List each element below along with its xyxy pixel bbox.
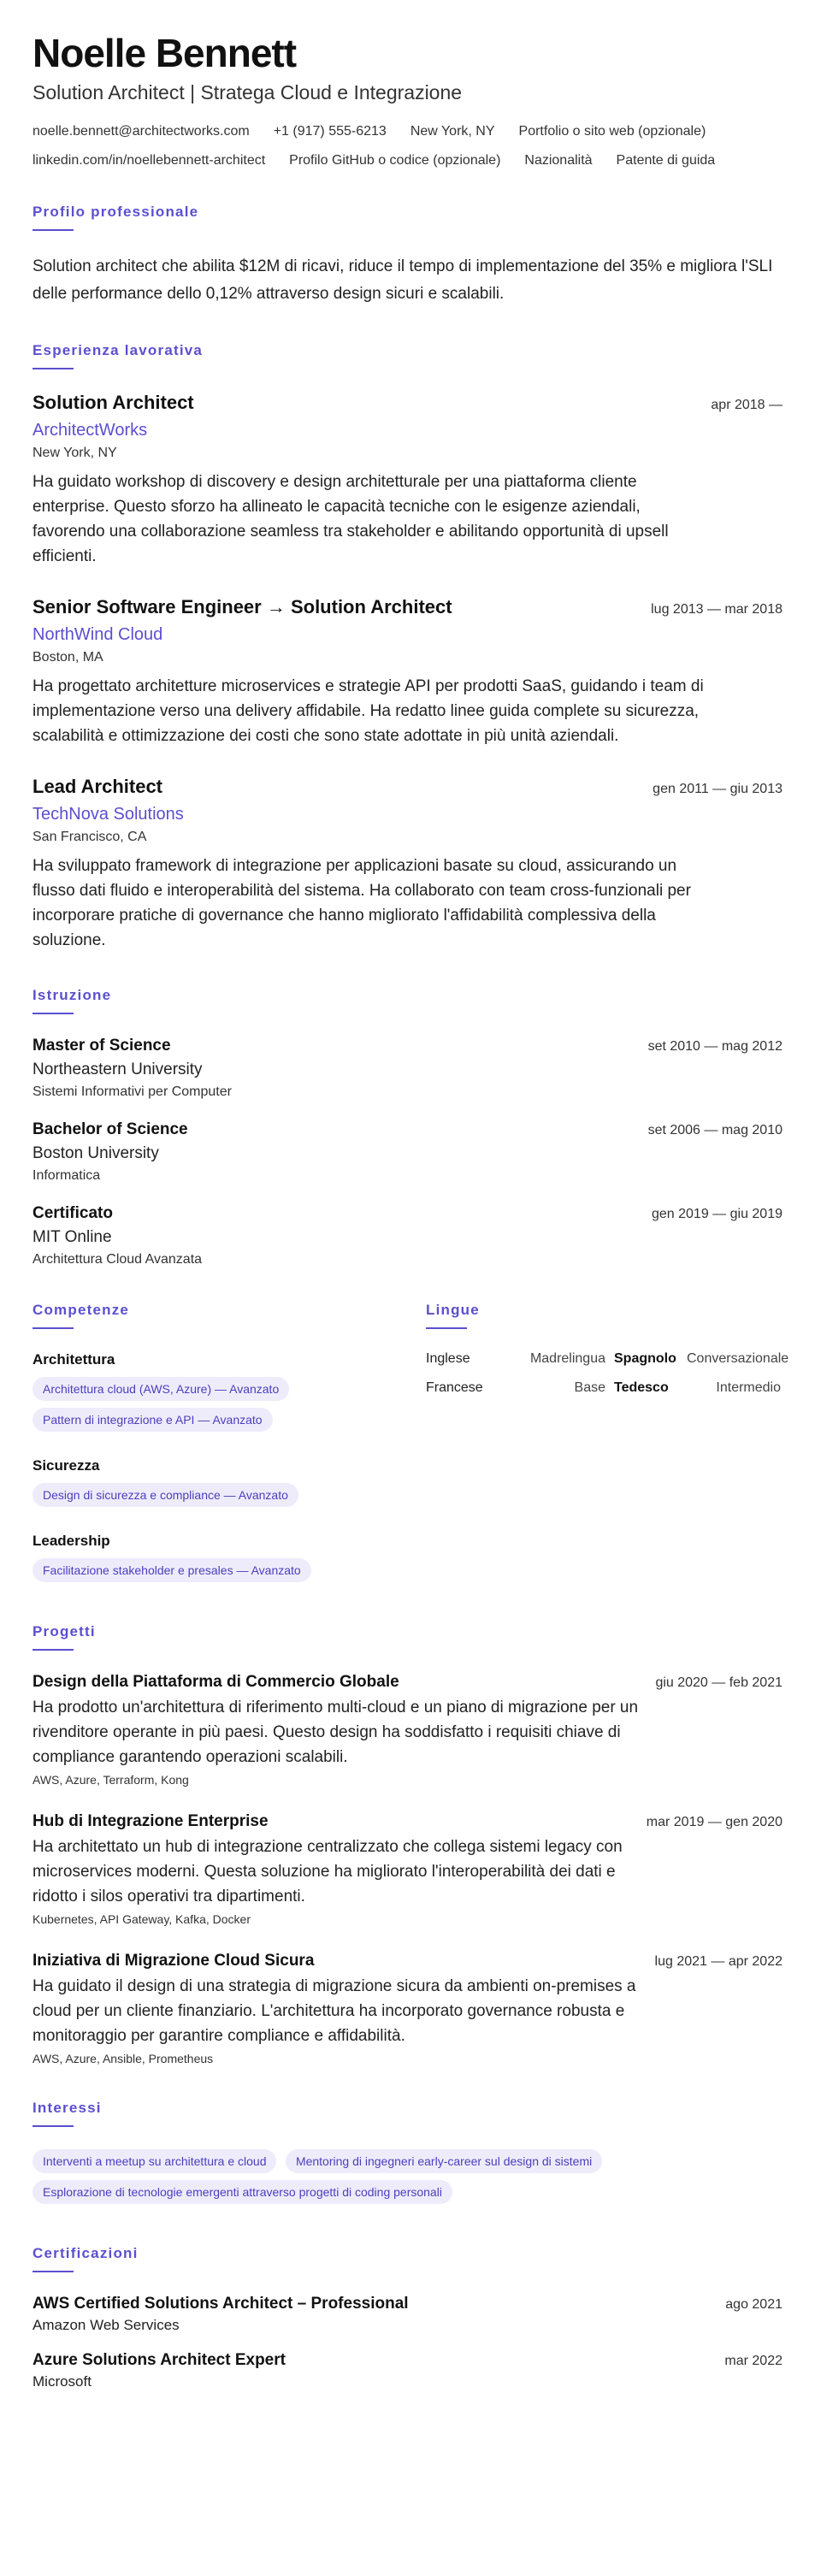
education-entry [32,1204,783,1267]
certification-issuer: Microsoft [32,2372,92,2390]
project-date: lug 2021 — apr 2022 [654,1953,783,1969]
project-title: Iniziativa di Migrazione Cloud Sicura [32,1951,315,1970]
job-description: Ha sviluppato framework di integrazione per applicazioni basate su cloud, assicurando un flusso dati fluido e interoperabilità del sistema. Ha collaborato con team cross-funzionali per incorporare pratiche di governance che hanno migliorato l'affidabilità complessiva della soluzione. [32,856,691,949]
education-school: Northeastern University [32,1060,203,1078]
contact-list [32,123,783,169]
section-divider [32,368,74,369]
project-tech: AWS, Azure, Terraform, Kong [32,1772,189,1787]
contact-linkedin[interactable]: linkedin.com/in/noellebennett-architect [32,152,266,168]
languages-column [426,1301,789,1589]
skill-group-name: Leadership [32,1532,110,1549]
interest-chip: Esplorazione di tecnologie emergenti attraverso progetti di coding personali [32,2180,452,2204]
language-name: Spagnolo [614,1350,676,1366]
skill-group [32,1457,426,1514]
certification-entry [32,2295,783,2334]
language-level: Madrelingua [529,1350,605,1366]
section-divider [32,1013,74,1014]
language-level: Base [574,1380,605,1395]
project-entry [32,1673,783,1787]
skill-chip: Design di sicurezza e compliance — Avanzato [32,1483,298,1507]
project-description: Ha prodotto un'architettura di riferimento multi-cloud e un piano di migrazione per un rivenditore operante in più paesi. Questo design ha soddisfatto i requisiti chiave di compliance garantendo operazioni scalabili. [32,1698,639,1766]
job-company: NorthWind Cloud [32,624,163,644]
contact-phone[interactable]: +1 (917) 555-6213 [273,123,387,139]
resume-header [32,31,783,169]
job-title: Senior Software Engineer → Solution Architect [32,595,452,617]
job-location: San Francisco, CA [32,829,147,844]
job-location: Boston, MA [32,649,103,665]
section-title: Certificazioni [32,2244,139,2261]
section-divider [32,2271,74,2272]
job-date: apr 2018 — [711,397,783,412]
job-date: lug 2013 — mar 2018 [651,601,783,617]
language-level: Intermedio [716,1380,781,1395]
education-field: Architettura Cloud Avanzata [32,1251,203,1267]
education-field: Sistemi Informativi per Computer [32,1084,232,1099]
section-divider [32,1327,74,1329]
contact-license: Patente di guida [616,152,716,168]
job-entry [32,596,783,748]
interests-section [32,2100,783,2211]
section-divider [32,1649,74,1651]
contact-github[interactable]: Profilo GitHub o codice (opzionale) [289,152,501,168]
language-name: Inglese [426,1350,470,1366]
job-company: TechNova Solutions [32,804,184,824]
education-entry [32,1037,783,1100]
education-degree: Certificato [32,1203,113,1222]
education-degree: Bachelor of Science [32,1120,188,1138]
section-divider [32,229,74,231]
project-description: Ha architettato un hub di integrazione centralizzato che collega sistemi legacy con microservices moderni. Questa soluzione ha migliorato l'interoperabilità dei dati e ridotto i silos operativi tra dipartimenti. [32,1837,623,1905]
certification-entry [32,2351,783,2390]
job-title: Solution Architect [32,391,194,413]
experience-section [32,342,783,953]
education-date: set 2006 — mag 2010 [647,1122,783,1137]
project-tech: AWS, Azure, Ansible, Prometheus [32,2051,214,2065]
section-divider [426,1327,467,1329]
contact-portfolio[interactable]: Portfolio o sito web (opzionale) [518,123,706,139]
skill-group [32,1533,426,1589]
project-tech: Kubernetes, API Gateway, Kafka, Docker [32,1911,251,1926]
profile-section [32,204,783,308]
contact-location: New York, NY [410,123,495,139]
skill-chip: Pattern di integrazione e API — Avanzato [32,1408,273,1432]
section-title: Profilo professionale [32,203,199,220]
education-entry [32,1120,783,1184]
section-title: Interessi [32,2099,102,2116]
skill-chip: Facilitazione stakeholder e presales — Avanzato [32,1558,311,1582]
contact-nationality: Nazionalità [524,152,593,168]
interest-chip: Mentoring di ingegneri early-career sul design di sistemi [286,2149,602,2173]
education-degree: Master of Science [32,1036,171,1055]
job-description: Ha guidato workshop di discovery e design architetturale per una piattaforma cliente enterprise. Questo sforzo ha allineato le capacità tecniche con le esigenze aziendali, favorendo una collaborazione seamless tra stakeholder e abilitando opportunità di upsell efficienti. [32,472,669,565]
job-location: New York, NY [32,445,117,460]
projects-section [32,1623,783,2065]
skill-chip: Architettura cloud (AWS, Azure) — Avanzato [32,1377,289,1401]
education-date: set 2010 — mag 2012 [647,1038,783,1054]
certification-title: Azure Solutions Architect Expert [32,2350,286,2369]
section-title: Lingue [426,1301,480,1318]
education-field: Informatica [32,1167,101,1183]
language-level: Conversazionale [687,1350,789,1366]
project-title: Design della Piattaforma di Commercio Globale [32,1672,399,1691]
candidate-tagline: Solution Architect | Stratega Cloud e Integrazione [32,80,463,103]
skill-group-name: Architettura [32,1350,115,1368]
education-date: gen 2019 — giu 2019 [651,1206,783,1221]
interest-chips [32,2149,700,2211]
job-company: ArchitectWorks [32,420,148,440]
project-date: mar 2019 — gen 2020 [646,1814,783,1829]
job-entry [32,776,783,953]
project-description: Ha guidato il design di una strategia di migrazione sicura da ambienti on-premises a cloud per un cliente finanziario. L'architettura ha incorporato governance robusta e monitoraggio per garantire compliance e affidabilità. [32,1976,636,2045]
section-title: Competenze [32,1301,130,1318]
section-divider [32,2125,74,2127]
certification-date: ago 2021 [725,2296,783,2312]
project-title: Hub di Integrazione Enterprise [32,1811,269,1830]
skill-group-name: Sicurezza [32,1456,100,1474]
certifications-section [32,2245,783,2390]
job-title: Lead Architect [32,775,163,797]
education-school: Boston University [32,1143,159,1162]
section-title: Progetti [32,1622,96,1640]
interest-chip: Interventi a meetup su architettura e cloud [32,2149,276,2173]
profile-summary: Solution architect che abilita $12M di ricavi, riduce il tempo di implementazione del 35% e migliora l'SLI delle performance dello 0,12% attraverso design sicuri e scalabili. [32,257,773,303]
languages-grid [426,1350,789,1396]
contact-email[interactable]: noelle.bennett@architectworks.com [32,123,250,139]
education-section [32,987,783,1267]
section-title: Istruzione [32,986,112,1003]
project-entry [32,1952,783,2065]
language-name: Tedesco [614,1380,669,1395]
certification-title: AWS Certified Solutions Architect – Professional [32,2294,409,2313]
skills-languages-section [32,1301,789,1589]
project-entry [32,1812,783,1926]
education-school: MIT Online [32,1227,112,1246]
language-name: Francese [426,1380,483,1395]
skills-column [32,1302,426,1589]
section-title: Esperienza lavorativa [32,341,204,358]
skill-group [32,1351,426,1439]
certification-date: mar 2022 [724,2353,783,2368]
certification-issuer: Amazon Web Services [32,2316,180,2333]
candidate-name: Noelle Bennett [32,31,297,75]
job-date: gen 2011 — giu 2013 [653,781,783,796]
job-entry [32,392,783,569]
project-date: giu 2020 — feb 2021 [655,1675,783,1690]
job-description: Ha progettato architetture microservices e strategie API per prodotti SaaS, guidando i team di implementazione verso una delivery affidabile. Ha redatto linee guida complete su sicurezza, scalabilità e ottimizzazione dei costi che sono state adottate in più unità aziendali. [32,676,704,745]
